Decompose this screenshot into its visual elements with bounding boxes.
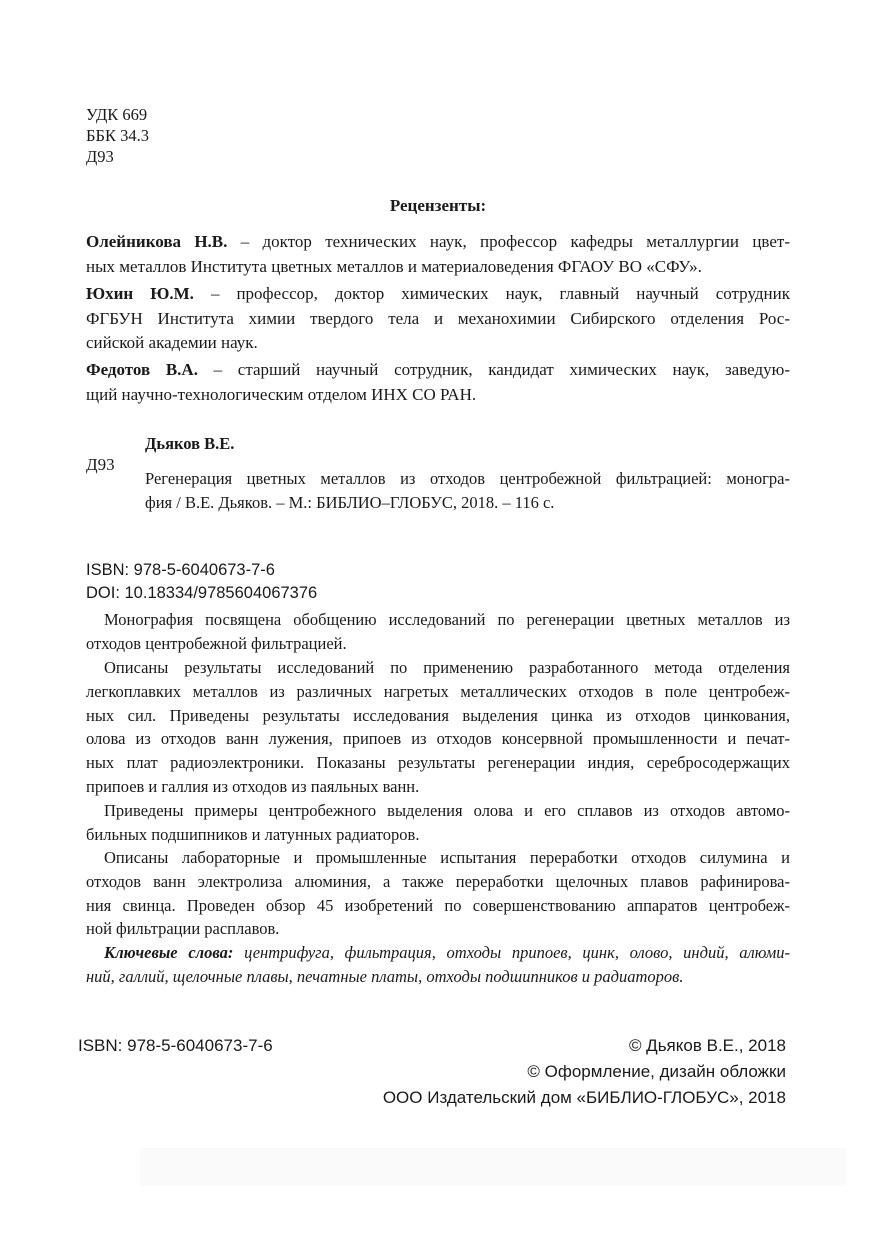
copyright-publisher: ООО Издательский дом «БИБЛИО-ГЛОБУС», 2018	[382, 1088, 786, 1107]
isbn: ISBN: 978-5-6040673-7-6	[86, 561, 275, 579]
doi: DOI: 10.18334/9785604067376	[86, 583, 318, 602]
copyright-block	[383, 1033, 786, 1111]
udk-code: УДК 669	[86, 105, 148, 124]
reviewer-1: Олейникова Н.В. – доктор технических наук, профессор кафедры металлургии цвет- ных металлов Института цветных металлов и материаловедения ФГАОУ ВО «СФУ».	[86, 232, 790, 276]
classification-block	[86, 104, 790, 167]
author-sign: Д93	[86, 147, 114, 166]
keywords: Ключевые слова: центрифуга, фильтрация, отходы припоев, цинк, олово, индий, алюми- ний, галлий, щелочные плавы, печатные платы, отходы подшипников и радиаторов.	[86, 943, 790, 986]
bbk-code: ББК 34.3	[86, 126, 149, 145]
reviewer-2: Юхин Ю.М. – профессор, доктор химических наук, главный научный сотрудник ФГБУН Института химии твердого тела и механохимии Сибирского отделения Рос- сийской академии наук.	[86, 284, 790, 352]
reviewer-3-name: Федотов В.А.	[86, 360, 198, 379]
reviewers-heading: Рецензенты:	[389, 196, 487, 215]
abstract-paragraph-1: Монография посвящена обобщению исследований по регенерации цветных металлов из отходов центробежной фильтрацией.	[86, 610, 790, 653]
bibliography-description: Регенерация цветных металлов из отходов центробежной фильтрацией: моногра- фия / В.Е. Дьяков. – М.: БИБЛИО–ГЛОБУС, 2018. – 116 с.	[145, 469, 790, 512]
footer-isbn: ISBN: 978-5-6040673-7-6	[78, 1036, 273, 1055]
reviewer-3: Федотов В.А. – старший научный сотрудник, кандидат химических наук, заведую- щий научно-технологическим отделом ИНХ СО РАН.	[86, 360, 790, 404]
abstract-paragraph-2: Описаны результаты исследований по применению разработанного метода отделения легкоплавких металлов из различных нагретых металлических отходов в поле центробеж- ных сил. Приведены результаты исследования выделения цинка из отходов цинкования, олова из отходов ванн лужения, припоев из отходов консервной промышленности и печат- ных плат радиоэлектроники. Показаны результаты регенерации индия, серебросодержащих припоев и галлия из отходов из паяльных ванн.	[86, 658, 790, 796]
copyright-design: © Оформление, дизайн обложки	[527, 1062, 786, 1081]
scan-shadow	[140, 1148, 846, 1186]
identifiers-block	[86, 559, 790, 604]
bibliography-author: Дьяков В.Е.	[145, 434, 235, 453]
keywords-label: Ключевые слова:	[104, 943, 234, 962]
abstract-paragraph-3: Приведены примеры центробежного выделения олова и его сплавов из отходов автомо- бильных подшипников и латунных радиаторов.	[86, 801, 790, 844]
reviewer-1-name: Олейникова Н.В.	[86, 232, 228, 251]
copyright-author: © Дьяков В.Е., 2018	[628, 1036, 786, 1055]
abstract-paragraph-4: Описаны лабораторные и промышленные испытания переработки отходов силумина и отходов ванн электролиза алюминия, а также переработки щелочных плавов рафинирова- ния свинца. Проведен обзор 45 изобретений по совершенствованию аппаратов центробеж- ной фильтрации расплавов.	[86, 848, 790, 939]
bibliography-code: Д93	[86, 455, 115, 474]
reviewer-2-name: Юхин Ю.М.	[86, 284, 194, 303]
